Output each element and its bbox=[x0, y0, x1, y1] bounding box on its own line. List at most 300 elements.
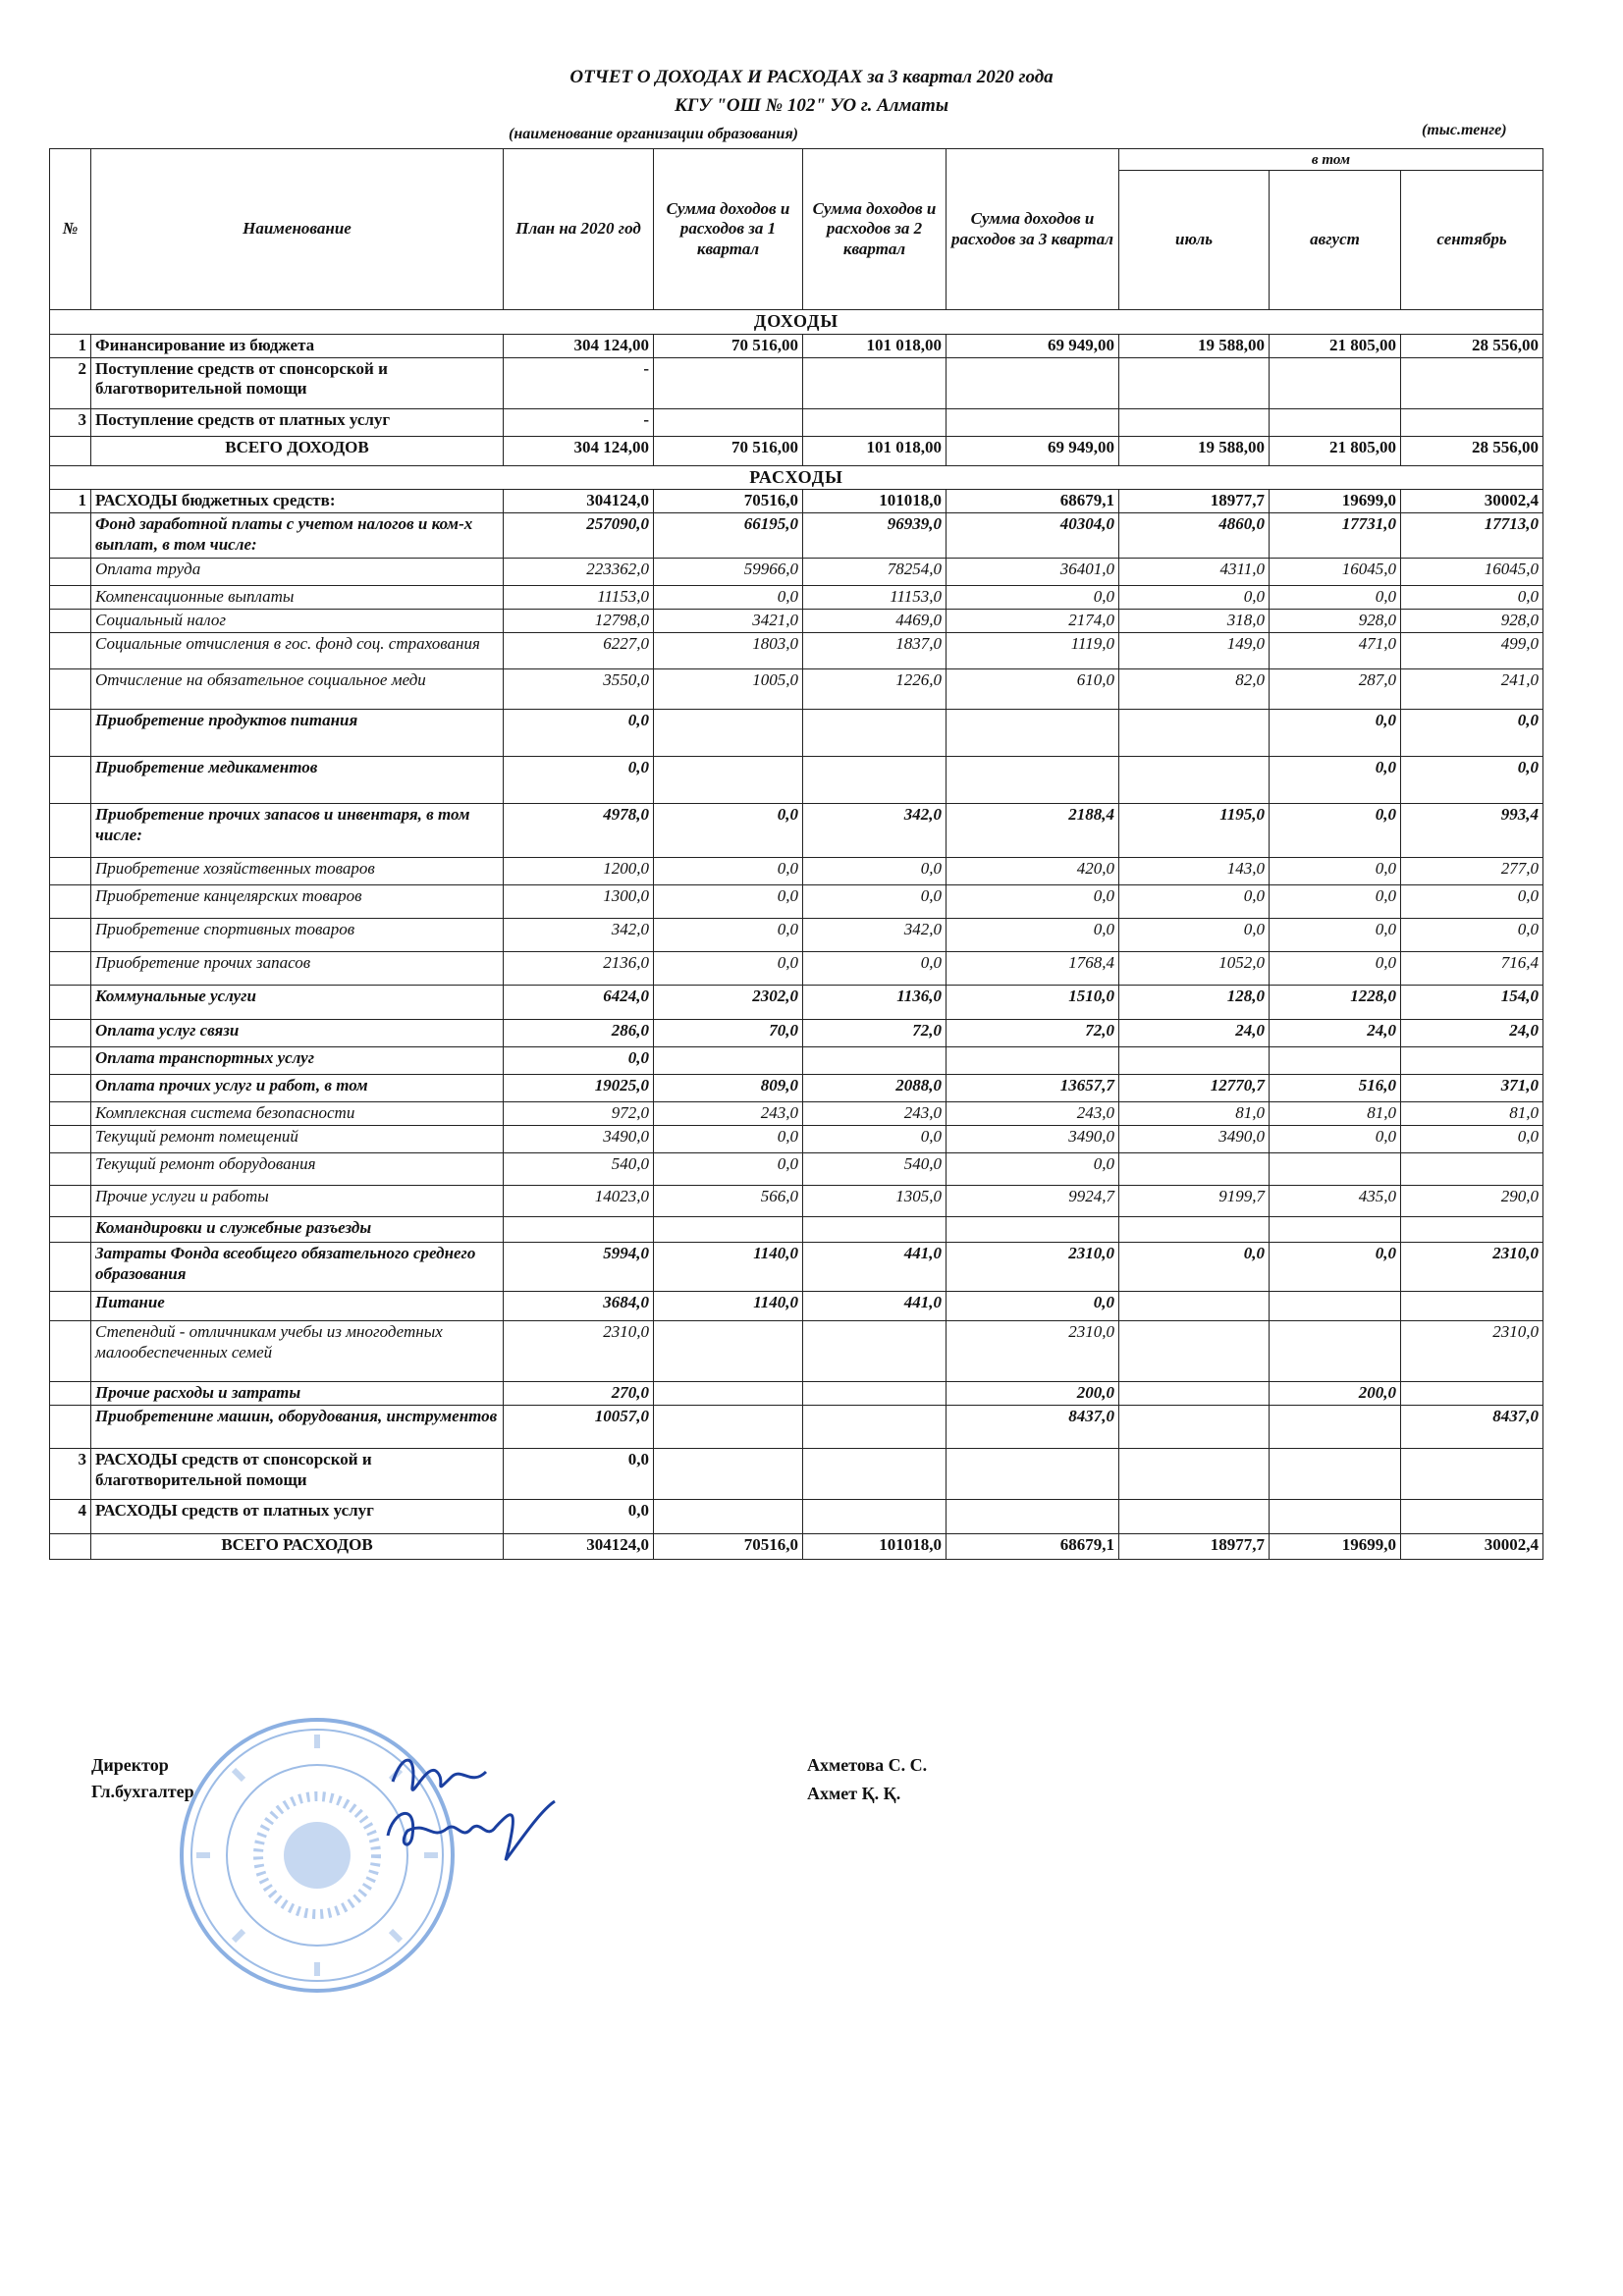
cell-m2: 0,0 bbox=[1270, 919, 1401, 952]
row-name: Компенсационные выплаты bbox=[91, 586, 504, 610]
cell-m3: 8437,0 bbox=[1401, 1406, 1543, 1449]
expense-row bbox=[50, 559, 1543, 586]
income-row bbox=[50, 408, 1543, 436]
cell-m1: 4860,0 bbox=[1119, 513, 1270, 559]
expense-section-row bbox=[50, 465, 1543, 490]
total-m3: 28 556,00 bbox=[1401, 436, 1543, 465]
expense-row bbox=[50, 710, 1543, 757]
cell-q2 bbox=[803, 357, 947, 408]
expense-row bbox=[50, 1126, 1543, 1153]
row-number bbox=[50, 1217, 91, 1243]
income-section-header: ДОХОДЫ bbox=[50, 310, 1543, 335]
cell-q2 bbox=[803, 1321, 947, 1382]
cell-m1 bbox=[1119, 1292, 1270, 1321]
row-name: Текущий ремонт помещений bbox=[91, 1126, 504, 1153]
expense-section-header: РАСХОДЫ bbox=[50, 465, 1543, 490]
cell-q3: 1119,0 bbox=[947, 633, 1119, 669]
row-name: Приобретение прочих запасов bbox=[91, 952, 504, 986]
row-name: Поступление средств от платных услуг bbox=[91, 408, 504, 436]
cell-m2: 0,0 bbox=[1270, 804, 1401, 858]
cell-plan: 286,0 bbox=[504, 1020, 654, 1047]
cell-q1: 243,0 bbox=[654, 1102, 803, 1126]
row-name: Приобретенине машин, оборудования, инструментов bbox=[91, 1406, 504, 1449]
cell-plan: 6424,0 bbox=[504, 986, 654, 1020]
col-plan-header: План на 2020 год bbox=[504, 149, 654, 310]
cell-m1 bbox=[1119, 1500, 1270, 1534]
cell-q3: 40304,0 bbox=[947, 513, 1119, 559]
cell-m3 bbox=[1401, 1500, 1543, 1534]
cell-plan: 223362,0 bbox=[504, 559, 654, 586]
cell-q2 bbox=[803, 1406, 947, 1449]
cell-q2: 96939,0 bbox=[803, 513, 947, 559]
expense-row bbox=[50, 1217, 1543, 1243]
cell-m1 bbox=[1119, 1406, 1270, 1449]
total-label: ВСЕГО ДОХОДОВ bbox=[91, 436, 504, 465]
cell-m3: 17713,0 bbox=[1401, 513, 1543, 559]
cell-m1: 81,0 bbox=[1119, 1102, 1270, 1126]
cell-q2: 2088,0 bbox=[803, 1075, 947, 1102]
row-number bbox=[50, 1186, 91, 1217]
director-name: Ахметова С. С. bbox=[807, 1755, 928, 1775]
cell-m2 bbox=[1270, 1321, 1401, 1382]
cell-m3: 0,0 bbox=[1401, 586, 1543, 610]
total-q3: 69 949,00 bbox=[947, 436, 1119, 465]
signature-icon bbox=[373, 1742, 560, 1880]
cell-m2 bbox=[1270, 357, 1401, 408]
expense-row bbox=[50, 1321, 1543, 1382]
row-name: Приобретение прочих запасов и инвентаря, в том числе: bbox=[91, 804, 504, 858]
cell-m1: 0,0 bbox=[1119, 919, 1270, 952]
total-q1: 70 516,00 bbox=[654, 436, 803, 465]
cell-m1 bbox=[1119, 710, 1270, 757]
cell-q1: 0,0 bbox=[654, 1126, 803, 1153]
cell-q3 bbox=[947, 1500, 1119, 1534]
col-name-header: Наименование bbox=[91, 149, 504, 310]
income-total-row bbox=[50, 436, 1543, 465]
cell-q2: 441,0 bbox=[803, 1243, 947, 1292]
cell-m3: 0,0 bbox=[1401, 1126, 1543, 1153]
cell-plan: 2136,0 bbox=[504, 952, 654, 986]
cell-m2: 16045,0 bbox=[1270, 559, 1401, 586]
cell-m2: 81,0 bbox=[1270, 1102, 1401, 1126]
cell-plan: 19025,0 bbox=[504, 1075, 654, 1102]
cell-m3: 28 556,00 bbox=[1401, 334, 1543, 357]
organization-name: КГУ "ОШ № 102" УО г. Алматы bbox=[674, 95, 949, 116]
cell-q3: 8437,0 bbox=[947, 1406, 1119, 1449]
expense-row bbox=[50, 885, 1543, 919]
row-number bbox=[50, 1382, 91, 1406]
row-number bbox=[50, 1153, 91, 1186]
row-number bbox=[50, 804, 91, 858]
cell-m1 bbox=[1119, 1321, 1270, 1382]
cell-m1: 143,0 bbox=[1119, 858, 1270, 885]
cell-q1: 3421,0 bbox=[654, 610, 803, 633]
row-name: Затраты Фонда всеобщего обязательного среднего образования bbox=[91, 1243, 504, 1292]
cell-m2: 0,0 bbox=[1270, 858, 1401, 885]
cell-plan: 0,0 bbox=[504, 1500, 654, 1534]
cell-q1: 0,0 bbox=[654, 885, 803, 919]
cell-m3 bbox=[1401, 1047, 1543, 1075]
cell-m3: 154,0 bbox=[1401, 986, 1543, 1020]
row-number bbox=[50, 1020, 91, 1047]
cell-q3: 2310,0 bbox=[947, 1243, 1119, 1292]
report-body bbox=[50, 310, 1543, 1560]
row-name: Приобретение медикаментов bbox=[91, 757, 504, 804]
cell-q1: 0,0 bbox=[654, 586, 803, 610]
cell-q1: 0,0 bbox=[654, 858, 803, 885]
total-m3: 30002,4 bbox=[1401, 1534, 1543, 1560]
expense-row bbox=[50, 1075, 1543, 1102]
cell-q1 bbox=[654, 1406, 803, 1449]
cell-q3: 69 949,00 bbox=[947, 334, 1119, 357]
row-name: РАСХОДЫ средств от платных услуг bbox=[91, 1500, 504, 1534]
expense-row bbox=[50, 513, 1543, 559]
row-number bbox=[50, 436, 91, 465]
cell-q3: 2188,4 bbox=[947, 804, 1119, 858]
cell-m1 bbox=[1119, 1382, 1270, 1406]
cell-q3: 68679,1 bbox=[947, 490, 1119, 513]
cell-m2: 287,0 bbox=[1270, 669, 1401, 710]
cell-q1: 0,0 bbox=[654, 952, 803, 986]
cell-q1 bbox=[654, 757, 803, 804]
row-number bbox=[50, 1321, 91, 1382]
cell-q1: 70,0 bbox=[654, 1020, 803, 1047]
cell-m2 bbox=[1270, 1500, 1401, 1534]
row-number bbox=[50, 1243, 91, 1292]
row-number bbox=[50, 1534, 91, 1560]
cell-q3: 0,0 bbox=[947, 919, 1119, 952]
cell-q2 bbox=[803, 1382, 947, 1406]
cell-plan: 14023,0 bbox=[504, 1186, 654, 1217]
cell-m2: 0,0 bbox=[1270, 952, 1401, 986]
cell-plan: 1300,0 bbox=[504, 885, 654, 919]
total-q1: 70516,0 bbox=[654, 1534, 803, 1560]
cell-q3: 3490,0 bbox=[947, 1126, 1119, 1153]
cell-q2: 0,0 bbox=[803, 858, 947, 885]
row-number bbox=[50, 986, 91, 1020]
cell-q1: 0,0 bbox=[654, 1153, 803, 1186]
total-q2: 101018,0 bbox=[803, 1534, 947, 1560]
cell-m1: 318,0 bbox=[1119, 610, 1270, 633]
cell-m3: 290,0 bbox=[1401, 1186, 1543, 1217]
row-number: 4 bbox=[50, 1500, 91, 1534]
cell-q2: 243,0 bbox=[803, 1102, 947, 1126]
cell-m3 bbox=[1401, 408, 1543, 436]
cell-plan: 1200,0 bbox=[504, 858, 654, 885]
row-number bbox=[50, 952, 91, 986]
row-name: Социальный налог bbox=[91, 610, 504, 633]
cell-m2 bbox=[1270, 1449, 1401, 1500]
cell-q1: 1140,0 bbox=[654, 1292, 803, 1321]
row-number: 1 bbox=[50, 334, 91, 357]
cell-m1: 4311,0 bbox=[1119, 559, 1270, 586]
col-september-header: сентябрь bbox=[1401, 171, 1543, 310]
cell-q1: 1005,0 bbox=[654, 669, 803, 710]
total-m2: 19699,0 bbox=[1270, 1534, 1401, 1560]
cell-q3: 2310,0 bbox=[947, 1321, 1119, 1382]
row-number bbox=[50, 919, 91, 952]
cell-m3: 716,4 bbox=[1401, 952, 1543, 986]
cell-m2: 928,0 bbox=[1270, 610, 1401, 633]
cell-q2: 0,0 bbox=[803, 885, 947, 919]
cell-m3 bbox=[1401, 1292, 1543, 1321]
row-number bbox=[50, 1406, 91, 1449]
cell-q3: 420,0 bbox=[947, 858, 1119, 885]
row-name: Поступление средств от спонсорской и благотворительной помощи bbox=[91, 357, 504, 408]
cell-m3: 277,0 bbox=[1401, 858, 1543, 885]
expense-row bbox=[50, 669, 1543, 710]
cell-q2: 72,0 bbox=[803, 1020, 947, 1047]
row-number bbox=[50, 586, 91, 610]
cell-m3: 16045,0 bbox=[1401, 559, 1543, 586]
cell-q2: 11153,0 bbox=[803, 586, 947, 610]
cell-q2: 1837,0 bbox=[803, 633, 947, 669]
cell-plan: 6227,0 bbox=[504, 633, 654, 669]
row-name: Приобретение продуктов питания bbox=[91, 710, 504, 757]
row-name: Оплата услуг связи bbox=[91, 1020, 504, 1047]
cell-plan: 10057,0 bbox=[504, 1406, 654, 1449]
cell-q2 bbox=[803, 710, 947, 757]
cell-plan: 4978,0 bbox=[504, 804, 654, 858]
row-name: Прочие расходы и затраты bbox=[91, 1382, 504, 1406]
expense-row bbox=[50, 1449, 1543, 1500]
cell-m1: 149,0 bbox=[1119, 633, 1270, 669]
cell-q1 bbox=[654, 1321, 803, 1382]
row-number: 3 bbox=[50, 408, 91, 436]
row-number bbox=[50, 559, 91, 586]
cell-q2 bbox=[803, 1217, 947, 1243]
col-q1-header: Сумма доходов и расходов за 1 квартал bbox=[654, 149, 803, 310]
cell-q1 bbox=[654, 357, 803, 408]
cell-q3: 200,0 bbox=[947, 1382, 1119, 1406]
cell-m2: 516,0 bbox=[1270, 1075, 1401, 1102]
cell-q1: 2302,0 bbox=[654, 986, 803, 1020]
cell-q2 bbox=[803, 757, 947, 804]
cell-q2: 342,0 bbox=[803, 804, 947, 858]
cell-q1 bbox=[654, 1382, 803, 1406]
cell-m2: 24,0 bbox=[1270, 1020, 1401, 1047]
cell-m2: 0,0 bbox=[1270, 1243, 1401, 1292]
expense-row bbox=[50, 1020, 1543, 1047]
cell-q3 bbox=[947, 357, 1119, 408]
cell-m3: 0,0 bbox=[1401, 757, 1543, 804]
expense-row bbox=[50, 1382, 1543, 1406]
cell-plan: 12798,0 bbox=[504, 610, 654, 633]
cell-m2: 1228,0 bbox=[1270, 986, 1401, 1020]
cell-m2: 435,0 bbox=[1270, 1186, 1401, 1217]
cell-plan: 342,0 bbox=[504, 919, 654, 952]
cell-q1: 0,0 bbox=[654, 804, 803, 858]
cell-q2: 1136,0 bbox=[803, 986, 947, 1020]
cell-m3: 2310,0 bbox=[1401, 1321, 1543, 1382]
row-name: Оплата транспортных услуг bbox=[91, 1047, 504, 1075]
cell-m2: 19699,0 bbox=[1270, 490, 1401, 513]
row-number bbox=[50, 513, 91, 559]
cell-q3: 13657,7 bbox=[947, 1075, 1119, 1102]
cell-m2: 471,0 bbox=[1270, 633, 1401, 669]
total-plan: 304 124,00 bbox=[504, 436, 654, 465]
row-number bbox=[50, 858, 91, 885]
cell-q2: 101 018,00 bbox=[803, 334, 947, 357]
expense-row bbox=[50, 952, 1543, 986]
total-m2: 21 805,00 bbox=[1270, 436, 1401, 465]
cell-plan: 0,0 bbox=[504, 710, 654, 757]
cell-plan: 2310,0 bbox=[504, 1321, 654, 1382]
income-section-row bbox=[50, 310, 1543, 335]
expense-row bbox=[50, 1243, 1543, 1292]
cell-m1 bbox=[1119, 1153, 1270, 1186]
total-plan: 304124,0 bbox=[504, 1534, 654, 1560]
cell-m1 bbox=[1119, 1217, 1270, 1243]
cell-m2: 0,0 bbox=[1270, 1126, 1401, 1153]
cell-m3: 371,0 bbox=[1401, 1075, 1543, 1102]
cell-m3: 928,0 bbox=[1401, 610, 1543, 633]
row-number bbox=[50, 669, 91, 710]
cell-q2: 342,0 bbox=[803, 919, 947, 952]
cell-m1: 0,0 bbox=[1119, 586, 1270, 610]
cell-m3: 993,4 bbox=[1401, 804, 1543, 858]
cell-plan: - bbox=[504, 357, 654, 408]
cell-m1: 82,0 bbox=[1119, 669, 1270, 710]
income-row bbox=[50, 334, 1543, 357]
cell-m1 bbox=[1119, 1449, 1270, 1500]
cell-m2 bbox=[1270, 1047, 1401, 1075]
director-label: Директор bbox=[91, 1755, 169, 1775]
cell-m3: 30002,4 bbox=[1401, 490, 1543, 513]
cell-m1: 1052,0 bbox=[1119, 952, 1270, 986]
report-title: ОТЧЕТ О ДОХОДАХ И РАСХОДАХ за 3 квартал 2020 года bbox=[569, 67, 1054, 87]
expense-row bbox=[50, 1500, 1543, 1534]
col-q3-header: Сумма доходов и расходов за 3 квартал bbox=[947, 149, 1119, 310]
cell-plan: 257090,0 bbox=[504, 513, 654, 559]
cell-q1 bbox=[654, 710, 803, 757]
cell-m2 bbox=[1270, 1153, 1401, 1186]
cell-m2 bbox=[1270, 1217, 1401, 1243]
row-name: РАСХОДЫ средств от спонсорской и благотворительной помощи bbox=[91, 1449, 504, 1500]
cell-m2: 0,0 bbox=[1270, 885, 1401, 919]
cell-m1: 9199,7 bbox=[1119, 1186, 1270, 1217]
cell-m3 bbox=[1401, 1217, 1543, 1243]
cell-m3: 499,0 bbox=[1401, 633, 1543, 669]
expense-row bbox=[50, 1406, 1543, 1449]
cell-q1: 809,0 bbox=[654, 1075, 803, 1102]
expense-row bbox=[50, 1153, 1543, 1186]
cell-q3: 0,0 bbox=[947, 1292, 1119, 1321]
cell-m1: 18977,7 bbox=[1119, 490, 1270, 513]
cell-m2: 0,0 bbox=[1270, 757, 1401, 804]
cell-m1: 128,0 bbox=[1119, 986, 1270, 1020]
cell-q3: 1768,4 bbox=[947, 952, 1119, 986]
cell-q3: 2174,0 bbox=[947, 610, 1119, 633]
col-august-header: август bbox=[1270, 171, 1401, 310]
cell-q2 bbox=[803, 1500, 947, 1534]
cell-plan: 3490,0 bbox=[504, 1126, 654, 1153]
cell-q2 bbox=[803, 1047, 947, 1075]
organization-caption: (наименование организации образования) bbox=[509, 126, 799, 142]
row-name: Коммунальные услуги bbox=[91, 986, 504, 1020]
row-name: Приобретение хозяйственных товаров bbox=[91, 858, 504, 885]
cell-m1 bbox=[1119, 408, 1270, 436]
row-name: Комплексная система безопасности bbox=[91, 1102, 504, 1126]
row-number: 2 bbox=[50, 357, 91, 408]
total-q3: 68679,1 bbox=[947, 1534, 1119, 1560]
row-name: Оплата труда bbox=[91, 559, 504, 586]
cell-m2: 0,0 bbox=[1270, 586, 1401, 610]
cell-plan: 3550,0 bbox=[504, 669, 654, 710]
cell-m2 bbox=[1270, 408, 1401, 436]
row-name: Степендий - отличникам учебы из многодетных малообеспеченных семей bbox=[91, 1321, 504, 1382]
cell-q3: 0,0 bbox=[947, 885, 1119, 919]
expense-row bbox=[50, 804, 1543, 858]
cell-q1: 59966,0 bbox=[654, 559, 803, 586]
cell-q3: 9924,7 bbox=[947, 1186, 1119, 1217]
cell-q2: 101018,0 bbox=[803, 490, 947, 513]
unit-label: (тыс.тенге) bbox=[1422, 122, 1507, 138]
cell-m1: 24,0 bbox=[1119, 1020, 1270, 1047]
row-number bbox=[50, 885, 91, 919]
cell-plan bbox=[504, 1217, 654, 1243]
cell-m2: 21 805,00 bbox=[1270, 334, 1401, 357]
col-july-header: июль bbox=[1119, 171, 1270, 310]
cell-q2: 78254,0 bbox=[803, 559, 947, 586]
cell-q3 bbox=[947, 1217, 1119, 1243]
cell-q2: 540,0 bbox=[803, 1153, 947, 1186]
row-number bbox=[50, 1047, 91, 1075]
cell-m1: 0,0 bbox=[1119, 1243, 1270, 1292]
cell-q2 bbox=[803, 1449, 947, 1500]
row-number: 3 bbox=[50, 1449, 91, 1500]
cell-m3: 2310,0 bbox=[1401, 1243, 1543, 1292]
cell-q1: 66195,0 bbox=[654, 513, 803, 559]
total-m1: 18977,7 bbox=[1119, 1534, 1270, 1560]
cell-m2: 200,0 bbox=[1270, 1382, 1401, 1406]
row-number bbox=[50, 757, 91, 804]
expense-row bbox=[50, 919, 1543, 952]
row-name: Фонд заработной платы с учетом налогов и ком-х выплат, в том числе: bbox=[91, 513, 504, 559]
cell-m3: 0,0 bbox=[1401, 919, 1543, 952]
cell-m3: 24,0 bbox=[1401, 1020, 1543, 1047]
cell-plan: 304124,0 bbox=[504, 490, 654, 513]
cell-q1: 566,0 bbox=[654, 1186, 803, 1217]
row-number bbox=[50, 633, 91, 669]
row-name: Командировки и служебные разъезды bbox=[91, 1217, 504, 1243]
cell-q3: 610,0 bbox=[947, 669, 1119, 710]
cell-plan: 972,0 bbox=[504, 1102, 654, 1126]
total-q2: 101 018,00 bbox=[803, 436, 947, 465]
cell-q3 bbox=[947, 1047, 1119, 1075]
expense-row bbox=[50, 633, 1543, 669]
cell-q2 bbox=[803, 408, 947, 436]
cell-plan: - bbox=[504, 408, 654, 436]
cell-m3 bbox=[1401, 1449, 1543, 1500]
cell-q1 bbox=[654, 1449, 803, 1500]
cell-plan: 270,0 bbox=[504, 1382, 654, 1406]
cell-plan: 5994,0 bbox=[504, 1243, 654, 1292]
cell-m1: 1195,0 bbox=[1119, 804, 1270, 858]
cell-m1 bbox=[1119, 757, 1270, 804]
cell-q3: 72,0 bbox=[947, 1020, 1119, 1047]
row-name: Оплата прочих услуг и работ, в том bbox=[91, 1075, 504, 1102]
cell-m1: 19 588,00 bbox=[1119, 334, 1270, 357]
col-no-header: № bbox=[50, 149, 91, 310]
row-name: РАСХОДЫ бюджетных средств: bbox=[91, 490, 504, 513]
expense-row bbox=[50, 1186, 1543, 1217]
expense-row bbox=[50, 1102, 1543, 1126]
row-number bbox=[50, 1126, 91, 1153]
cell-m1: 0,0 bbox=[1119, 885, 1270, 919]
col-q2-header: Сумма доходов и расходов за 2 квартал bbox=[803, 149, 947, 310]
cell-q2: 1226,0 bbox=[803, 669, 947, 710]
